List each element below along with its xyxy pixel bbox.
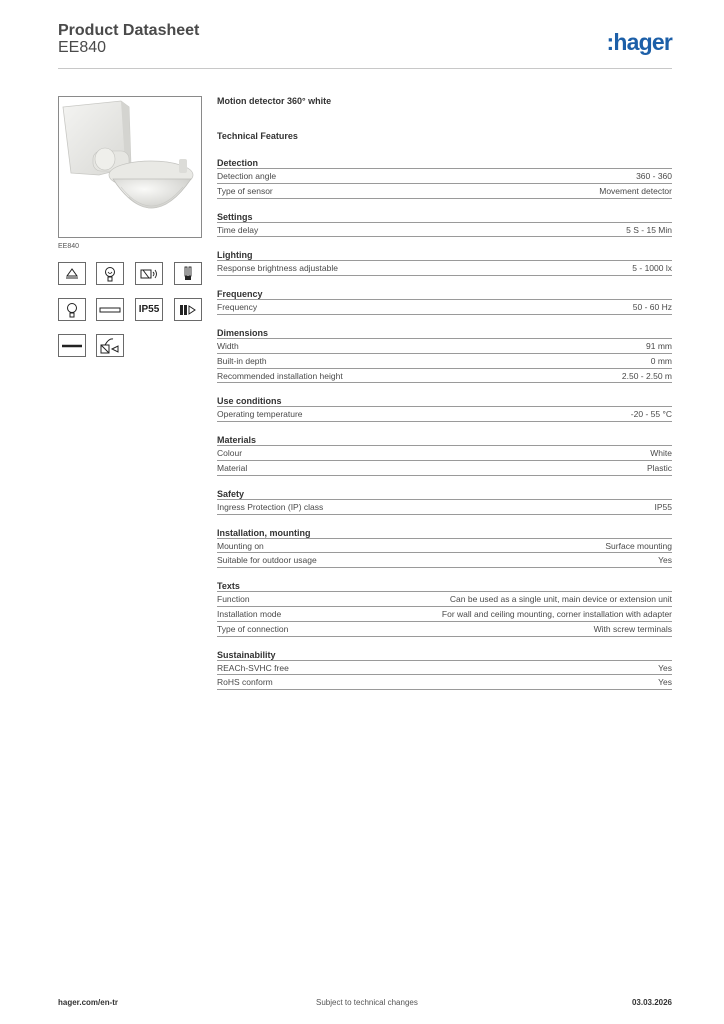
feature-row [217, 300, 672, 315]
feature-row [217, 354, 672, 369]
feature-section [217, 157, 672, 199]
feature-label: Width [217, 340, 239, 351]
feature-label: Time delay [217, 224, 259, 235]
feature-label: Frequency [217, 302, 258, 313]
product-image [58, 96, 202, 238]
feature-row [217, 622, 672, 637]
fluorescent-tube-icon [96, 298, 124, 321]
feature-row [217, 592, 672, 607]
feature-label: Detection angle [217, 171, 277, 181]
feature-row [217, 553, 672, 568]
feature-label: Operating temperature [217, 409, 303, 420]
section-title: Use conditions [217, 395, 672, 407]
technical-data [217, 96, 672, 690]
feature-value: 5 - 1000 lx [632, 263, 672, 274]
feature-value: 2.50 - 2.50 m [621, 370, 672, 381]
feature-row [217, 223, 672, 238]
product-visuals [58, 96, 202, 315]
feature-row [217, 500, 672, 515]
feature-row [217, 261, 672, 276]
feature-section [217, 327, 672, 383]
feature-label: Mounting on [217, 540, 264, 551]
feature-label: Type of sensor [217, 185, 273, 196]
feature-value: 360 - 360 [636, 171, 672, 181]
section-title: Texts [217, 580, 672, 592]
feature-value: -20 - 55 °C [630, 409, 672, 420]
feature-value: White [650, 448, 672, 459]
technical-features-title: Technical Features [217, 131, 298, 141]
ip55-icon: IP55 [135, 298, 163, 321]
energy-saving-lamp-icon [174, 262, 202, 285]
document-title: Product Datasheet [58, 22, 200, 39]
feature-value: Yes [658, 555, 672, 566]
feature-value: Yes [658, 662, 672, 673]
feature-label: Material [217, 462, 248, 473]
feature-row [217, 607, 672, 622]
motion-detector-image [59, 97, 201, 237]
feature-value: Can be used as a single unit, main device or extension unit [449, 594, 672, 605]
feature-section [217, 527, 672, 569]
feature-label: Response brightness adjustable [217, 263, 338, 274]
feature-section [217, 580, 672, 636]
footer-notice: Subject to technical changes [316, 998, 418, 1007]
feature-value: Movement detector [599, 185, 672, 196]
bulb-icon [58, 298, 86, 321]
incandescent-bulb-icon [96, 262, 124, 285]
feature-label: Built-in depth [217, 355, 267, 366]
feature-label: Function [217, 594, 250, 605]
section-title: Frequency [217, 288, 672, 300]
feature-row [217, 169, 672, 184]
feature-value: IP55 [654, 501, 672, 512]
feature-row [217, 661, 672, 676]
feature-row [217, 369, 672, 384]
feature-label: RoHS conform [217, 677, 273, 688]
page-footer [58, 998, 672, 1010]
feature-value: Surface mounting [605, 540, 672, 551]
feature-sections [217, 157, 672, 690]
section-title: Sustainability [217, 649, 672, 661]
feature-label: Recommended installation height [217, 370, 343, 381]
footer-website[interactable]: hager.com/en-tr [58, 998, 119, 1007]
feature-value: 5 S - 15 Min [626, 224, 672, 235]
feature-row [217, 461, 672, 476]
motion-sensor-icon [135, 262, 163, 285]
feature-value: 0 mm [650, 355, 672, 366]
feature-label: Suitable for outdoor usage [217, 555, 317, 566]
linear-lamp-icon [58, 334, 86, 357]
feature-label: Type of connection [217, 623, 289, 634]
feature-section [217, 211, 672, 238]
section-title: Materials [217, 434, 672, 446]
page-header [58, 22, 672, 69]
section-title: Installation, mounting [217, 527, 672, 539]
hager-logo: :hager [606, 29, 672, 55]
feature-value: Yes [658, 677, 672, 688]
feature-row [217, 184, 672, 199]
feature-value: 50 - 60 Hz [632, 302, 672, 313]
feature-row [217, 446, 672, 461]
feature-value: Plastic [646, 462, 672, 473]
feature-row [217, 407, 672, 422]
feature-section [217, 434, 672, 476]
section-title: Dimensions [217, 327, 672, 339]
ceiling-mount-icon [58, 262, 86, 285]
product-name: Motion detector 360° white [217, 96, 332, 106]
section-title: Safety [217, 488, 672, 500]
section-title: Detection [217, 157, 672, 169]
section-title: Lighting [217, 249, 672, 261]
feature-label: Colour [217, 448, 243, 459]
feature-row [217, 539, 672, 554]
feature-label: Installation mode [217, 608, 282, 619]
feature-section [217, 288, 672, 315]
footer-date: 03.03.2026 [631, 998, 672, 1007]
feature-row [217, 339, 672, 354]
feature-label: REACh-SVHC free [217, 662, 289, 673]
document-subtitle: EE840 [58, 39, 107, 56]
feature-value: With screw terminals [593, 623, 672, 634]
feature-value: For wall and ceiling mounting, corner installation with adapter [441, 608, 672, 619]
led-icon [174, 298, 202, 321]
feature-section [217, 249, 672, 276]
feature-section [217, 649, 672, 691]
feature-section [217, 488, 672, 515]
feature-label: Ingress Protection (IP) class [217, 501, 324, 512]
product-code: EE840 [58, 243, 80, 250]
transformer-icon [96, 334, 124, 357]
feature-row [217, 675, 672, 690]
section-title: Settings [217, 211, 672, 223]
feature-section [217, 395, 672, 422]
feature-value: 91 mm [646, 340, 672, 351]
